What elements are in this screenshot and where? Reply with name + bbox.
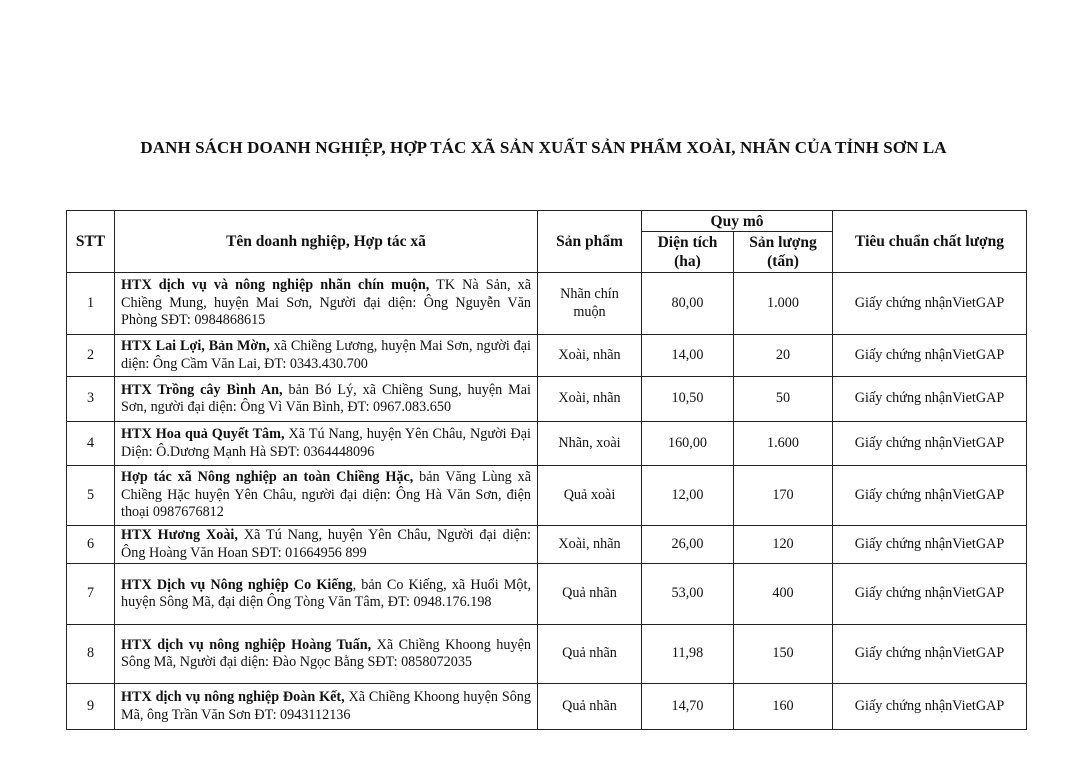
row-area: 26,00 xyxy=(642,526,734,564)
row-area: 11,98 xyxy=(642,625,734,684)
row-name-bold: HTX dịch vụ nông nghiệp Đoàn Kết, xyxy=(121,689,345,705)
row-output: 1.000 xyxy=(734,273,833,335)
row-output: 160 xyxy=(734,684,833,730)
row-area: 14,00 xyxy=(642,335,734,377)
row-stt: 2 xyxy=(67,335,115,377)
table-row xyxy=(67,335,1027,377)
row-stt: 4 xyxy=(67,422,115,466)
table-row xyxy=(67,684,1027,730)
row-stt: 9 xyxy=(67,684,115,730)
row-output: 170 xyxy=(734,466,833,526)
row-product: Xoài, nhãn xyxy=(538,377,642,422)
table-row xyxy=(67,273,1027,335)
row-stt: 1 xyxy=(67,273,115,335)
row-standard: Giấy chứng nhậnVietGAP xyxy=(833,273,1027,335)
row-product: Nhãn chín muộn xyxy=(538,273,642,335)
row-product: Quả xoài xyxy=(538,466,642,526)
row-name xyxy=(115,377,538,422)
row-name-rest: Xã Chiềng Khoong huyện Sông Mã, ông Trần Văn Sơn ĐT: 0943112136 xyxy=(121,689,531,723)
row-standard: Giấy chứng nhậnVietGAP xyxy=(833,526,1027,564)
header-standard: Tiêu chuẩn chất lượng xyxy=(833,211,1027,273)
row-name xyxy=(115,335,538,377)
header-scale: Quy mô xyxy=(642,211,833,232)
header-stt: STT xyxy=(67,211,115,273)
row-area: 12,00 xyxy=(642,466,734,526)
table-row xyxy=(67,564,1027,625)
row-standard: Giấy chứng nhậnVietGAP xyxy=(833,466,1027,526)
row-standard: Giấy chứng nhậnVietGAP xyxy=(833,684,1027,730)
row-name xyxy=(115,526,538,564)
row-stt: 7 xyxy=(67,564,115,625)
table-row xyxy=(67,422,1027,466)
enterprise-table xyxy=(66,210,1027,730)
row-name-rest: , bản Co Kiếng, xã Huổi Một, huyện Sông Mã, đại diện Ông Tòng Văn Tâm, ĐT: 0948.176.198 xyxy=(121,576,531,610)
table-body xyxy=(67,273,1027,730)
row-stt: 3 xyxy=(67,377,115,422)
row-stt: 8 xyxy=(67,625,115,684)
row-standard: Giấy chứng nhậnVietGAP xyxy=(833,564,1027,625)
row-area: 10,50 xyxy=(642,377,734,422)
row-name xyxy=(115,625,538,684)
row-stt: 6 xyxy=(67,526,115,564)
row-name-bold: HTX Dịch vụ Nông nghiệp Co Kiếng xyxy=(121,576,353,593)
row-product: Xoài, nhãn xyxy=(538,335,642,377)
row-area: 14,70 xyxy=(642,684,734,730)
row-output: 120 xyxy=(734,526,833,564)
row-product: Quả nhãn xyxy=(538,684,642,730)
row-name-rest: Xã Chiềng Khoong huyện Sông Mã, Người đại diện: Đào Ngọc Bằng SĐT: 0858072035 xyxy=(121,636,531,670)
row-name-bold: Hợp tác xã Nông nghiệp an toàn Chiềng Hặc, xyxy=(121,469,414,486)
table-row xyxy=(67,625,1027,684)
row-standard: Giấy chứng nhậnVietGAP xyxy=(833,377,1027,422)
row-name-bold: HTX Trồng cây Bình An, xyxy=(121,381,283,398)
row-name xyxy=(115,684,538,730)
row-name-rest: Xã Tú Nang, huyện Yên Châu, Người đại diện: Ông Hoàng Văn Hoan SĐT: 01664956 899 xyxy=(121,527,531,561)
row-standard: Giấy chứng nhậnVietGAP xyxy=(833,335,1027,377)
row-name-bold: HTX Hương Xoài, xyxy=(121,527,238,543)
row-area: 160,00 xyxy=(642,422,734,466)
row-product: Xoài, nhãn xyxy=(538,526,642,564)
row-name xyxy=(115,422,538,466)
row-product: Nhãn, xoài xyxy=(538,422,642,466)
row-standard: Giấy chứng nhậnVietGAP xyxy=(833,625,1027,684)
row-standard: Giấy chứng nhậnVietGAP xyxy=(833,422,1027,466)
header-name: Tên doanh nghiệp, Hợp tác xã xyxy=(115,211,538,273)
document-title: DANH SÁCH DOANH NGHIỆP, HỢP TÁC XÃ SẢN XUẤT SẢN PHẨM XOÀI, NHÃN CỦA TỈNH SƠN LA xyxy=(140,138,947,157)
row-name-bold: HTX Lai Lợi, Bản Mờn, xyxy=(121,338,270,354)
header-area: Diện tích (ha) xyxy=(642,232,734,273)
row-name-rest: bản Bó Lý, xã Chiềng Sung, huyện Mai Sơn, người đại diện: Ông Vì Văn Bình, ĐT: 0967.083.650 xyxy=(121,381,532,415)
row-name xyxy=(115,273,538,335)
row-area: 80,00 xyxy=(642,273,734,335)
header-row xyxy=(67,211,1027,232)
header-output: Sản lượng (tấn) xyxy=(734,232,833,273)
table-row xyxy=(67,466,1027,526)
row-output: 150 xyxy=(734,625,833,684)
row-name-rest: bản Văng Lùng xã Chiềng Hặc huyện Yên Châu, người đại diện: Ông Hà Văn Sơn, điện thoại 0987676812 xyxy=(121,469,531,521)
row-name-rest: xã Chiềng Lương, huyện Mai Sơn, người đại diện: Ông Cầm Văn Lai, ĐT: 0343.430.700 xyxy=(121,338,531,372)
row-name-bold: HTX Hoa quả Quyết Tâm, xyxy=(121,426,285,442)
row-output: 20 xyxy=(734,335,833,377)
row-output: 50 xyxy=(734,377,833,422)
row-area: 53,00 xyxy=(642,564,734,625)
row-stt: 5 xyxy=(67,466,115,526)
row-name-rest: TK Nà Sản, xã Chiềng Mung, huyện Mai Sơn, Người đại diện: Ông Nguyễn Văn Phòng SĐT: 0984868615 xyxy=(121,277,531,329)
row-product: Quả nhãn xyxy=(538,625,642,684)
header-product: Sản phẩm xyxy=(538,211,642,273)
row-name-bold: HTX dịch vụ và nông nghiệp nhãn chín muộn, xyxy=(121,277,430,294)
table-row xyxy=(67,526,1027,564)
row-name-bold: HTX dịch vụ nông nghiệp Hoàng Tuấn, xyxy=(121,636,372,653)
row-output: 400 xyxy=(734,564,833,625)
table-row xyxy=(67,377,1027,422)
row-name-rest: Xã Tú Nang, huyện Yên Châu, Người Đại Diện: Ô.Dương Mạnh Hà SĐT: 0364448096 xyxy=(121,426,531,460)
row-output: 1.600 xyxy=(734,422,833,466)
row-name xyxy=(115,466,538,526)
row-name xyxy=(115,564,538,625)
row-product: Quả nhãn xyxy=(538,564,642,625)
